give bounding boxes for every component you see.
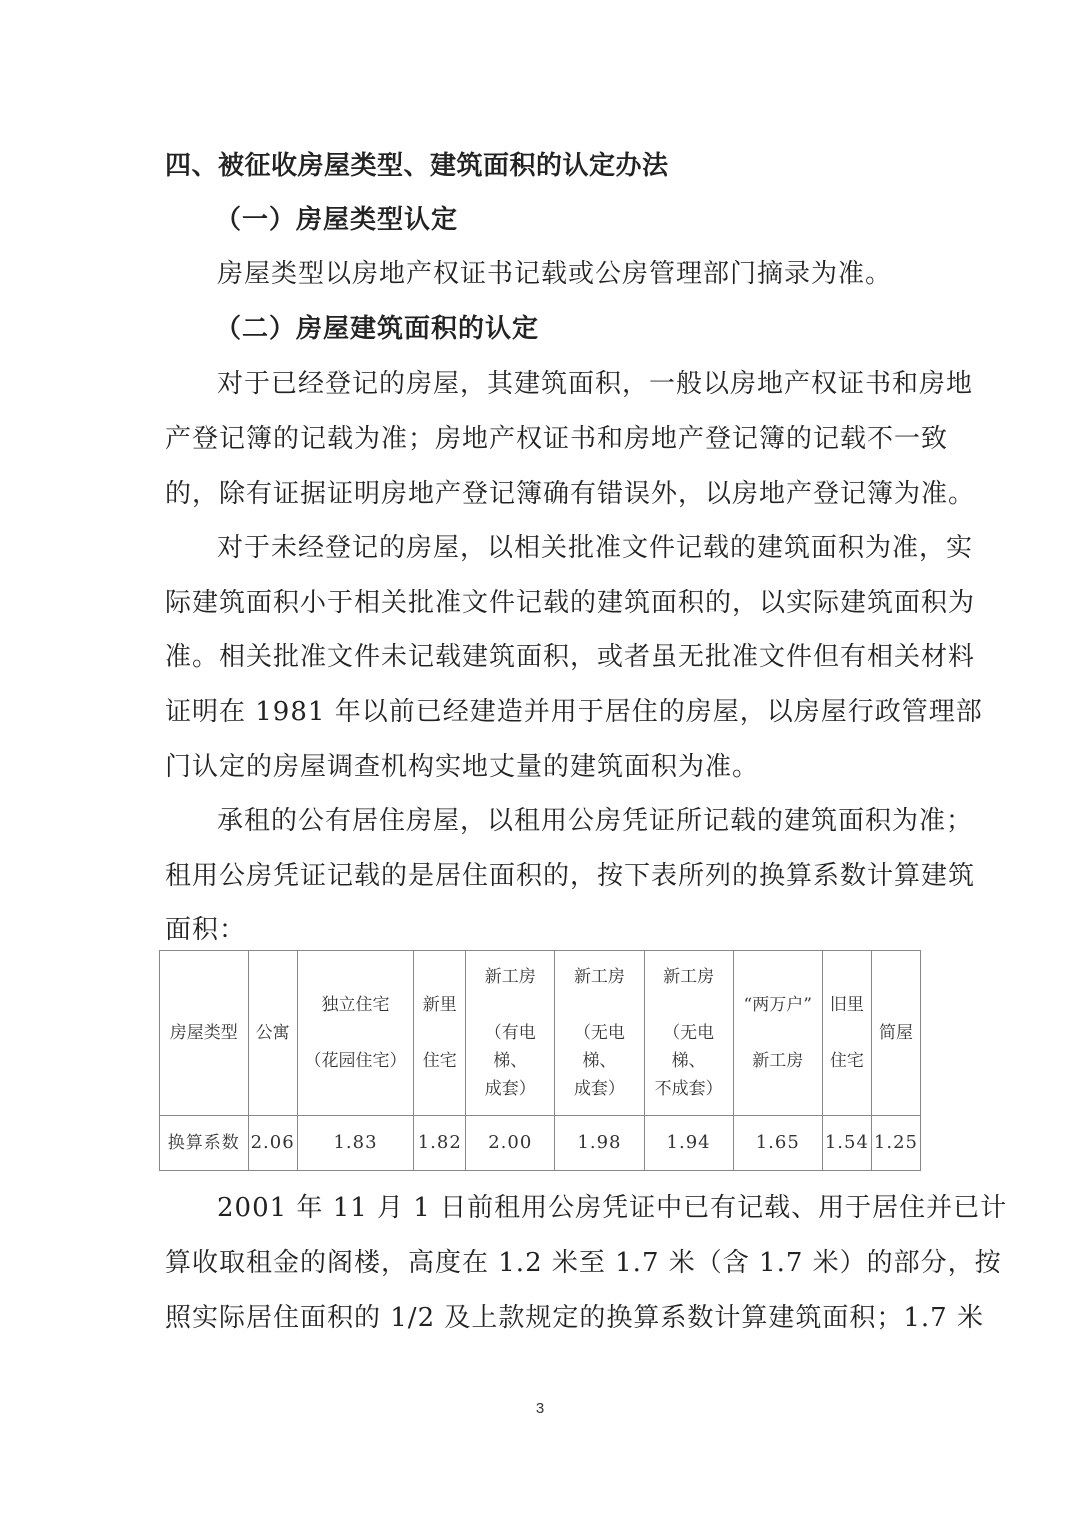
paragraph-unregistered-line-5: 门认定的房屋调查机构实地丈量的建筑面积为准。 [165, 752, 760, 782]
house-type-cell: 独立住宅 （花园住宅） [297, 951, 414, 1116]
house-type-cell: 公寓 [248, 951, 297, 1116]
paragraph-attic-line-2: 算收取租金的阁楼，高度在 1.2 米至 1.7 米（含 1.7 米）的部分，按 [165, 1248, 1002, 1278]
row-label-house-type: 房屋类型 [160, 951, 249, 1116]
section-heading: 四、被征收房屋类型、建筑面积的认定办法 [165, 151, 669, 181]
coefficient-cell: 1.54 [822, 1116, 871, 1171]
house-type-cell: 新工房 （无电梯、 不成套） [644, 951, 733, 1116]
coefficient-cell: 2.06 [248, 1116, 297, 1171]
paragraph-unregistered-line-4: 证明在 1981 年以前已经建造并用于居住的房屋，以房屋行政管理部 [165, 697, 983, 727]
house-type-cell: 新工房 （无电梯、 成套） [555, 951, 644, 1116]
paragraph-attic-line-3: 照实际居住面积的 1/2 及上款规定的换算系数计算建筑面积；1.7 米 [165, 1303, 984, 1333]
paragraph-unregistered-line-3: 准。相关批准文件未记载建筑面积，或者虽无批准文件但有相关材料 [165, 642, 976, 672]
paragraph-public-housing-line-2: 租用公房凭证记载的是居住面积的，按下表所列的换算系数计算建筑 [165, 861, 976, 891]
table-values-row [160, 1116, 921, 1171]
paragraph-public-housing-line-1: 承租的公有居住房屋，以租用公房凭证所记载的建筑面积为准； [217, 806, 974, 836]
house-type-cell: 简屋 [871, 951, 920, 1116]
conversion-coefficient-table [159, 950, 921, 1171]
house-type-cell: “两万户” 新工房 [733, 951, 822, 1116]
coefficient-cell: 1.25 [871, 1116, 920, 1171]
subheading-house-type: （一）房屋类型认定 [215, 205, 459, 235]
coefficient-cell: 1.82 [414, 1116, 466, 1171]
coefficient-cell: 2.00 [466, 1116, 555, 1171]
paragraph-public-housing-line-3: 面积： [165, 915, 247, 945]
table-header-row [160, 951, 921, 1116]
coefficient-cell: 1.83 [297, 1116, 414, 1171]
paragraph-registered-line-3: 的，除有证据证明房地产登记簿确有错误外，以房地产登记簿为准。 [165, 479, 976, 509]
coefficient-cell: 1.65 [733, 1116, 822, 1171]
paragraph-unregistered-line-1: 对于未经登记的房屋，以相关批准文件记载的建筑面积为准，实 [217, 533, 974, 563]
page-number: 3 [535, 1400, 545, 1417]
house-type-cell: 旧里 住宅 [822, 951, 871, 1116]
subheading-floor-area: （二）房屋建筑面积的认定 [215, 314, 540, 344]
paragraph-house-type: 房屋类型以房地产权证书记载或公房管理部门摘录为准。 [217, 259, 893, 289]
paragraph-registered-line-2: 产登记簿的记载为准；房地产权证书和房地产登记簿的记载不一致 [165, 424, 949, 454]
coefficient-cell: 1.94 [644, 1116, 733, 1171]
paragraph-registered-line-1: 对于已经登记的房屋，其建筑面积，一般以房地产权证书和房地 [217, 369, 974, 399]
paragraph-attic-line-1: 2001 年 11 月 1 日前租用公房凭证中已有记载、用于居住并已计 [217, 1193, 1008, 1223]
house-type-cell: 新里 住宅 [414, 951, 466, 1116]
house-type-cell: 新工房 （有电梯、 成套） [466, 951, 555, 1116]
paragraph-unregistered-line-2: 际建筑面积小于相关批准文件记载的建筑面积的，以实际建筑面积为 [165, 588, 976, 618]
row-label-coefficient: 换算系数 [160, 1116, 249, 1171]
coefficient-cell: 1.98 [555, 1116, 644, 1171]
